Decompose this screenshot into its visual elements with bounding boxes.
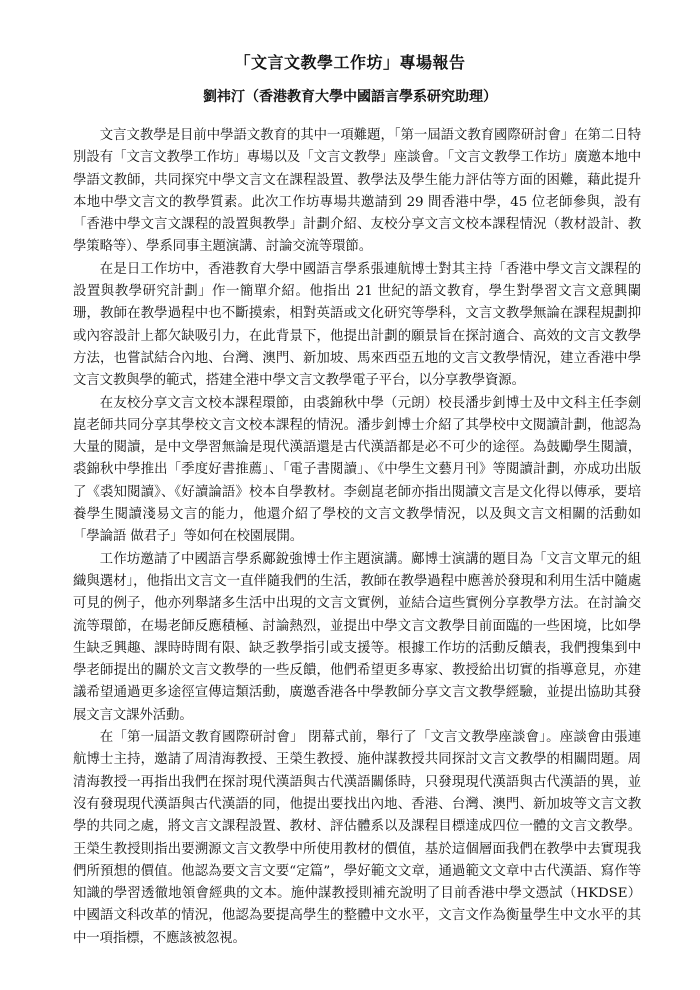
- paragraph-project-intro: 在是日工作坊中，香港教育大學中國語言學系張連航博士對其主持「香港中學文言文課程的設置與教學研究計劃」作一簡單介紹。他指出 21 世紀的語文教育，學生對學習文言文意興闌珊，教師在教學過程中也不斷摸索，相對英語或文化研究等學科，文言文教學無論在課程規劃抑或內容設計上都欠缺吸引力，在此背景下，他提出計劃的願景旨在探討適合、高效的文言文教學方法，也嘗試結合內地、台灣、澳門、新加坡、馬來西亞五地的文言文教學情況，建立香港中學文言文教與學的範式，搭建全港中學文言文教學電子平台，以分享教學資源。: [73, 261, 641, 389]
- paragraph-keynote: 工作坊邀請了中國語言學系鄺銳強博士作主題演講。鄺博士演講的題目為「文言文單元的組織與選材」，他指出文言文一直伴隨我們的生活，教師在教學過程中應善於發現和利用生活中隨處可見的例子，他亦列舉諸多生活中出現的文言文實例，並結合這些實例分享教學方法。在討論交流等環節，在場老師反應積極、討論熱烈，並提出中學文言文教學目前面臨的一些困境，比如學生缺乏興趣、課時時間有限、缺乏教學指引或支援等。根據工作坊的活動反饋表，我們搜集到中學老師提出的關於文言文教學的一些反饋，他們希望更多專家、教授給出切實的指導意見，亦建議希望通過更多途徑宣傳這類活動，廣邀香港各中學教師分享文言文教學經驗，並提出協助其發展文言文課外活動。: [73, 551, 641, 723]
- paragraph-intro: 文言文教學是目前中學語文教育的其中一項難題，「第一屆語文教育國際研討會」在第二日特別設有「文言文教學工作坊」專場以及「文言文教學」座談會。「文言文教學工作坊」廣邀本地中學語文教師，共同探究中學文言文在課程設置、教學法及學生能力評估等方面的困難，藉此提升本地中學文言文的教學質素。此次工作坊專場共邀請到 29 間香港中學，45 位老師參與，設有「香港中學文言文課程的設置與教學」計劃介紹、友校分享文言文校本課程情況（教材設計、教學策略等）、學系同事主題演講、討論交流等環節。: [73, 128, 641, 255]
- paragraph-forum: 在「第一屆語文教育國際研討會」 閉幕式前，舉行了「文言文教學座談會」。座談會由張連航博士主持，邀請了周清海教授、王榮生教授、施仲謀教授共同探討文言文教學的相關問題。周清海教授一再指出我們在探討現代漢語與古代漢語關係時，只發現現代漢語與古代漢語的異，並沒有發現現代漢語與古代漢語的同，他提出要找出內地、香港、台灣、澳門、新加坡等文言文教學的共同之處，將文言文課程設置、教材、評估體系以及課程目標達成四位一體的文言文教學。王榮生教授則指出要溯源文言文教學中所使用教材的價值，基於這個層面我們在教學中去實現我們所預想的價值。他認為要文言文要“定篇”，學好範文文章，通過範文文章中古代漢語、寫作等知識的學習透徹地領會經典的文本。施仲謀教授則補充說明了目前香港中學文憑試（HKDSE）中國語文科改革的情況，他認為要提高學生的整體中文水平，文言文作為衡量學生中文水平的其中一項指標，不應該被忽視。: [73, 730, 641, 946]
- document-title: 「文言文教學工作坊」專場報告: [234, 53, 466, 72]
- paragraph-school-sharing: 在友校分享文言文校本課程環節，由裘錦秋中學（元朗）校長潘步釗博士及中文科主任李劍崑老師共同分享其學校文言文校本課程的情況。潘步釗博士介紹了其學校中文閱讀計劃，他認為大量的閱讀，是中文學習無論是現代漢語還是古代漢語都是必不可少的途徑。為鼓勵學生閱讀，裘錦秋中學推出「季度好書推薦」、「電子書閱讀」、《中學生文藝月刊》等閱讀計劃，亦成功出版了《裘知閱讀》、《好讀論語》校本自學教材。李劍崑老師亦指出閱讀文言是文化得以傳承，要培養學生閱讀淺易文言的能力，他還介紹了學校的文言文教學情況，以及與文言文相關的活動如「學論語 做君子」等如何在校園展開。: [73, 395, 641, 545]
- document-body: [73, 125, 641, 950]
- document-author: 劉祎汀（香港教育大學中國語言學系研究助理）: [203, 89, 497, 105]
